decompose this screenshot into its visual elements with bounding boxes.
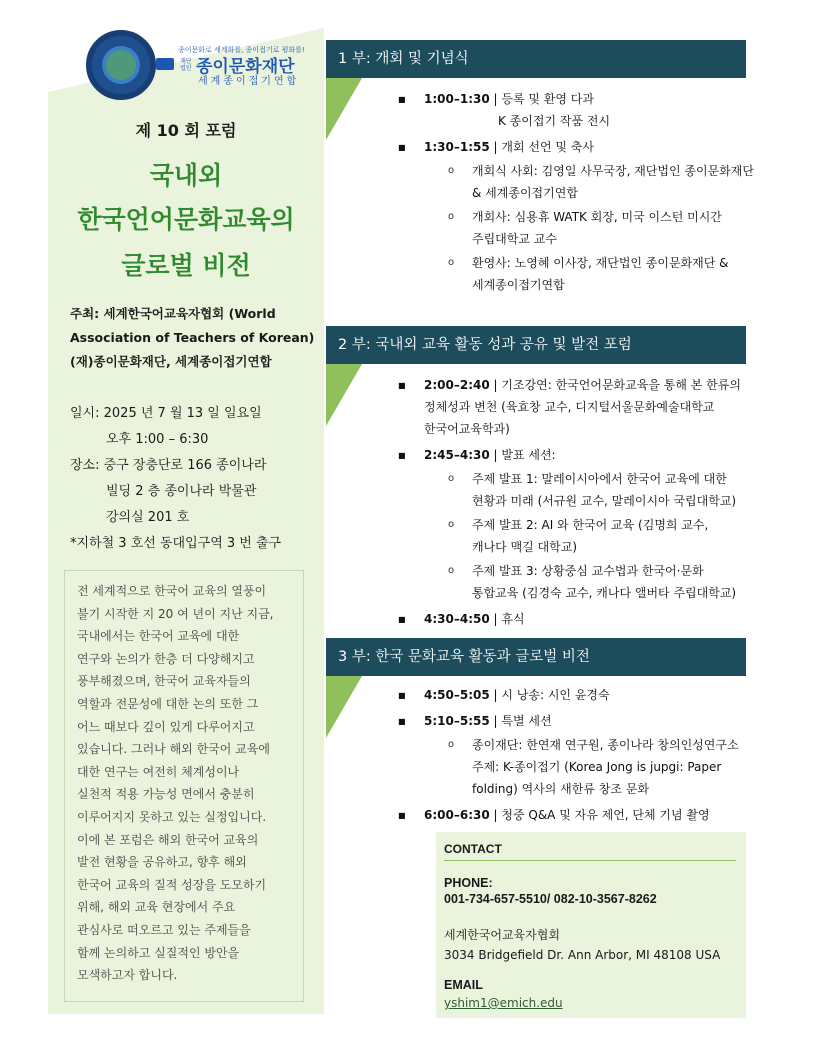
- sub-item-line: 주제 발표 3: 상황중심 교수법과 한국어·문화: [472, 564, 704, 578]
- host-line: 주최: 세계한국어교육자협회 (World: [70, 306, 276, 321]
- schedule-time: 5:10–5:55: [424, 714, 490, 728]
- section-2-accent: [326, 364, 362, 426]
- schedule-text: | 휴식: [489, 612, 525, 626]
- logo-sub: 세계종이접기연합: [198, 76, 300, 87]
- schedule-text-cont: 한국어교육학과): [424, 422, 510, 436]
- schedule-time: 2:45–4:30: [424, 448, 490, 462]
- sub-bullet-icon: o: [448, 165, 455, 176]
- sub-item-line: 주제: K-종이접기 (Korea Jong is jupgi: Paper: [472, 760, 722, 774]
- sub-bullet-icon: o: [448, 257, 455, 268]
- intro-line: 이에 본 포럼은 해외 한국어 교육의: [77, 832, 259, 847]
- forum-title-line: 국내외: [149, 161, 223, 190]
- sub-item-line: 현황과 미래 (서규원 교수, 말레이시아 국립대학교): [472, 494, 737, 508]
- intro-line: 실천적 적용 가능성 면에서 충분히: [77, 787, 255, 802]
- schedule-text: | 시 낭송: 시인 윤경숙: [489, 688, 610, 702]
- host-line: Association of Teachers of Korean): [70, 330, 315, 345]
- section-3-header: 3 부: 한국 문화교육 활동과 글로벌 비전: [326, 638, 746, 676]
- bullet-icon: ■: [398, 381, 406, 390]
- sub-bullet-icon: o: [448, 565, 455, 576]
- watk-seal-logo: [86, 30, 156, 100]
- schedule-item: [424, 684, 610, 706]
- sub-item-line: 개회식 사회: 김영일 사무국장, 재단법인 종이문화재단: [472, 164, 754, 178]
- bullet-icon: ■: [398, 451, 406, 460]
- host-info: [70, 302, 325, 374]
- sub-bullet-icon: o: [448, 473, 455, 484]
- section-3-accent: [326, 676, 362, 738]
- schedule-text-cont: 정체성과 변천 (육효창 교수, 디지털서울문화예술대학교: [424, 400, 715, 414]
- schedule-time: 4:50–5:05: [424, 688, 490, 702]
- sub-item-line: 통합교육 (김경숙 교수, 캐나다 앨버타 주립대학교): [472, 586, 737, 600]
- sub-item-line: folding) 역사의 새한류 창조 문화: [472, 782, 649, 796]
- sub-item-line: 주제 발표 2: AI 와 한국어 교육 (김명희 교수,: [472, 518, 709, 532]
- schedule-text: | 청중 Q&A 및 자유 제언, 단체 기념 촬영: [489, 808, 710, 822]
- sub-bullet-icon: o: [448, 739, 455, 750]
- intro-line: 발전 현황을 공유하고, 향후 해외: [77, 855, 247, 870]
- intro-line: 한국어 교육의 질적 성장을 도모하기: [77, 877, 267, 892]
- intro-line: 역할과 전문성에 대한 논의 또한 그: [77, 697, 259, 711]
- sub-item-line: 개회사: 심용휴 WATK 회장, 미국 이스턴 미시간: [472, 210, 722, 224]
- intro-line: 모색하고자 합니다.: [77, 968, 178, 983]
- sub-item-line: & 세계종이접기연합: [472, 186, 578, 200]
- schedule-item: [424, 88, 594, 110]
- logo-tagline: 종이문화로 세계화를, 종이접기로 평화를!: [178, 46, 305, 54]
- sub-bullet-icon: o: [448, 519, 455, 530]
- sub-item-line: 주립대학교 교수: [472, 232, 557, 246]
- intro-line: 풍부해졌으며, 한국어 교육자들의: [77, 674, 251, 689]
- phone-number: 001-734-657-5510/ 082-10-3567-8262: [444, 892, 657, 906]
- section-1-header: 1 부: 개회 및 기념식: [326, 40, 746, 78]
- forum-title-line: 글로벌 비전: [121, 251, 251, 280]
- bullet-icon: ■: [398, 691, 406, 700]
- intro-line: 어느 때보다 깊이 있게 다루어지고: [77, 719, 255, 734]
- contact-address: 3034 Bridgefield Dr. Ann Arbor, MI 48108 USA: [444, 948, 721, 962]
- contact-divider: [444, 860, 736, 861]
- forum-title-line: 한국언어문화교육의: [77, 205, 295, 234]
- intro-line: 함께 논의하고 실질적인 방안을: [77, 945, 240, 960]
- sub-item-line: 환영사: 노영혜 이사장, 재단법인 종이문화재단 &: [472, 256, 729, 270]
- intro-line: 위해, 해외 교육 현장에서 주요: [77, 900, 236, 915]
- schedule-text: | 특별 세션: [489, 714, 552, 728]
- schedule-time: 6:00–6:30: [424, 808, 490, 822]
- schedule-text-cont: K 종이접기 작품 전시: [498, 114, 611, 128]
- schedule-item: [424, 804, 710, 826]
- schedule-item: [424, 608, 525, 630]
- section-1-accent: [326, 78, 362, 140]
- schedule-item: [424, 444, 556, 466]
- schedule-time: 4:30–4:50: [424, 612, 490, 626]
- subway-directions: *지하철 3 호선 동대입구역 3 번 출구: [70, 536, 282, 551]
- section-2-header: 2 부: 국내외 교육 활동 성과 공유 및 발전 포럼: [326, 326, 746, 364]
- phone-label: PHONE:: [444, 876, 493, 890]
- bullet-icon: ■: [398, 615, 406, 624]
- sub-item-line: 종이재단: 한연재 연구원, 종이나라 창의인성연구소: [472, 738, 739, 752]
- email-label: EMAIL: [444, 978, 483, 992]
- schedule-item: [424, 136, 594, 158]
- schedule-time: 1:00–1:30: [424, 92, 490, 106]
- intro-line: 대한 연구는 여전히 체계성이나: [77, 764, 240, 779]
- sub-bullet-icon: o: [448, 211, 455, 222]
- event-place-room: 강의실 201 호: [106, 510, 190, 525]
- intro-line: 관심사로 떠오르고 있는 주제들을: [77, 923, 251, 937]
- schedule-item: [424, 374, 741, 396]
- schedule-text: | 등록 및 환영 다과: [489, 92, 594, 106]
- intro-line: 불기 시작한 지 20 여 년이 지난 지금,: [77, 606, 274, 621]
- intro-line: 전 세계적으로 한국어 교육의 열풍이: [77, 584, 267, 598]
- bullet-icon: ■: [398, 717, 406, 726]
- sub-item-line: 캐나다 맥길 대학교): [472, 540, 578, 554]
- flag-icon: [156, 58, 174, 70]
- logo-name: 종이문화재단: [196, 57, 295, 77]
- schedule-time: 2:00–2:40: [424, 378, 490, 392]
- event-date: 일시: 2025 년 7 월 13 일 일요일: [70, 406, 262, 421]
- bullet-icon: ■: [398, 811, 406, 820]
- schedule-text: | 개회 선언 및 축사: [489, 140, 594, 154]
- forum-number: 제 10 회 포럼: [135, 121, 237, 140]
- bullet-icon: ■: [398, 95, 406, 104]
- schedule-time: 1:30–1:55: [424, 140, 490, 154]
- intro-line: 국내에서는 한국어 교육에 대한: [77, 629, 240, 644]
- intro-line: 연구와 논의가 한층 더 다양해지고: [77, 651, 255, 666]
- schedule-text: | 발표 세션:: [489, 448, 556, 462]
- contact-heading: CONTACT: [444, 842, 502, 856]
- host-line: (재)종이문화재단, 세계종이접기연합: [70, 354, 272, 369]
- event-time: 오후 1:00 – 6:30: [106, 432, 209, 447]
- schedule-text: | 기조강연: 한국언어문화교육을 통해 본 한류의: [489, 378, 741, 392]
- sub-item-line: 세계종이접기연합: [472, 278, 565, 292]
- schedule-item: [424, 710, 552, 732]
- event-place: 장소: 중구 장충단로 166 종이나라: [70, 458, 267, 473]
- intro-line: 있습니다. 그러나 해외 한국어 교육에: [77, 742, 270, 757]
- contact-org: 세계한국어교육자협회: [444, 928, 560, 942]
- email-link[interactable]: yshim1@emich.edu: [444, 996, 563, 1010]
- event-place-building: 빌딩 2 층 종이나라 박물관: [106, 484, 257, 499]
- logo-tag: 재단법인: [180, 58, 192, 72]
- intro-line: 이루어지지 못하고 있는 실정입니다.: [77, 810, 267, 824]
- bullet-icon: ■: [398, 143, 406, 152]
- sub-item-line: 주제 발표 1: 말레이시아에서 한국어 교육에 대한: [472, 472, 727, 486]
